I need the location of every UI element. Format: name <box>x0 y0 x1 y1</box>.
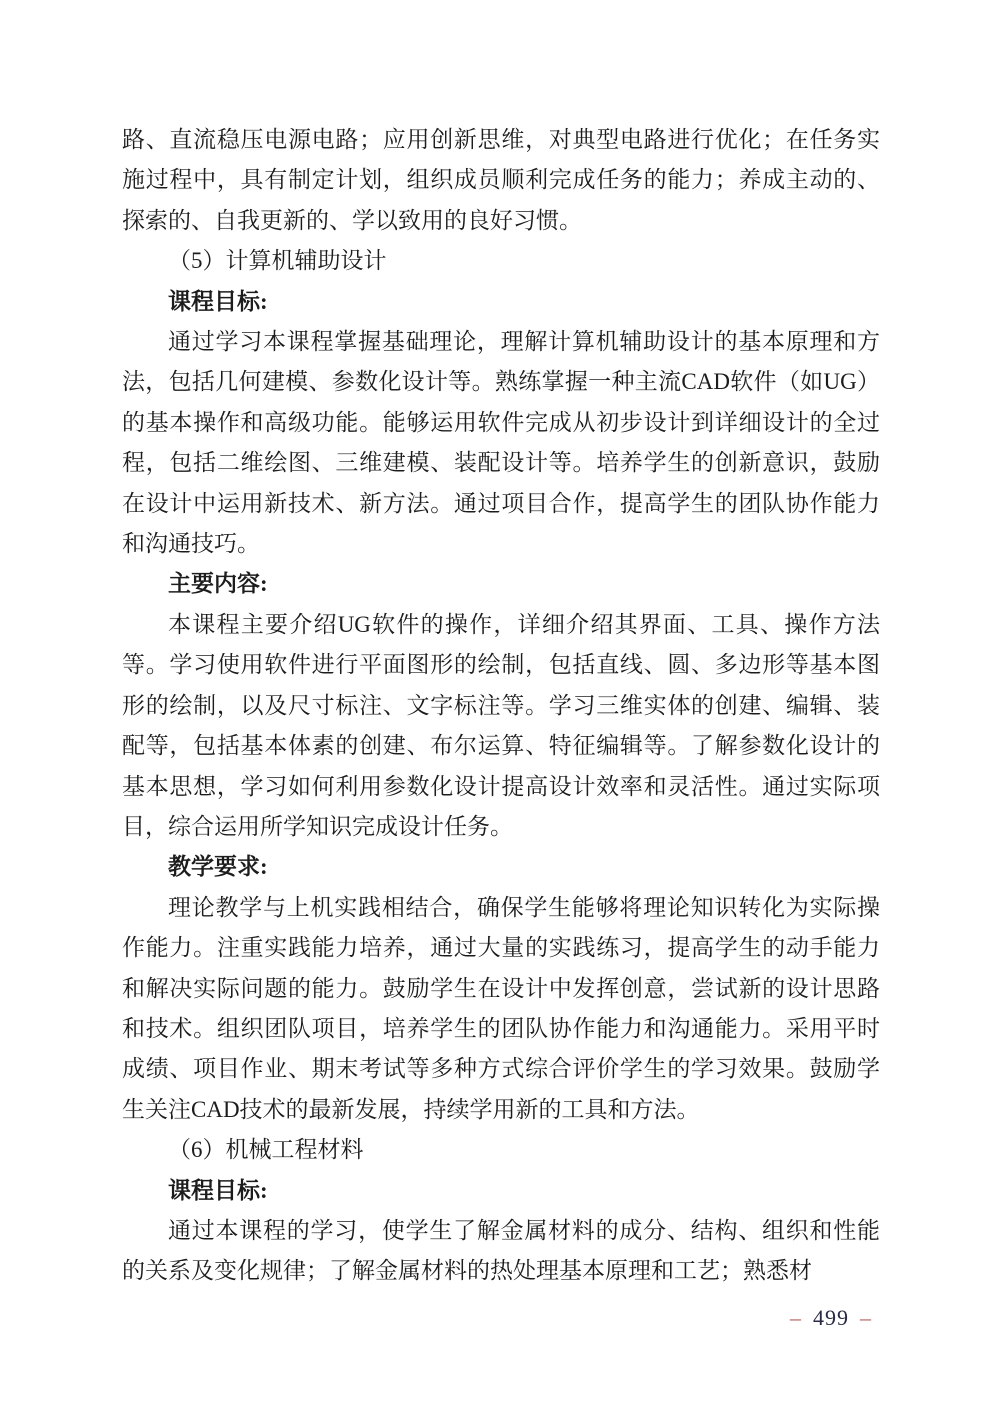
paragraph-teaching-requirements: 理论教学与上机实践相结合，确保学生能够将理论知识转化为实际操作能力。注重实践能力培养，通过大量的实践练习，提高学生的动手能力和解决实际问题的能力。鼓励学生在设计中发挥创意，尝试新的设计思路和技术。组织团队项目，培养学生的团队协作能力和沟通能力。采用平时成绩、项目作业、期末考试等多种方式综合评价学生的学习效果。鼓励学生关注CAD技术的最新发展，持续学用新的工具和方法。 <box>122 894 880 1122</box>
page-number <box>790 1303 872 1333</box>
page-number-value: 499 <box>813 1305 849 1330</box>
page-body <box>122 120 880 1292</box>
course-item-6: （6）机械工程材料 <box>168 1137 364 1163</box>
paragraph-course-objectives-2: 通过本课程的学习，使学生了解金属材料的成分、结构、组织和性能的关系及变化规律；了解金属材料的热处理基本原理和工艺；熟悉材 <box>122 1217 880 1284</box>
continued-paragraph: 路、直流稳压电源电路；应用创新思维，对典型电路进行优化；在任务实施过程中，具有制定计划，组织成员顺利完成任务的能力；养成主动的、探索的、自我更新的、学以致用的良好习惯。 <box>122 127 880 233</box>
page-number-dash-right: – <box>860 1305 872 1330</box>
page-number-dash-left: – <box>790 1305 802 1330</box>
course-item-5: （5）计算机辅助设计 <box>168 248 387 274</box>
section-heading-main-content: 主要内容: <box>168 571 268 597</box>
section-heading-course-objectives: 课程目标: <box>168 288 268 314</box>
section-heading-course-objectives-2: 课程目标: <box>168 1177 268 1203</box>
section-heading-teaching-requirements: 教学要求: <box>168 854 268 880</box>
paragraph-main-content: 本课程主要介绍UG软件的操作，详细介绍其界面、工具、操作方法等。学习使用软件进行平面图形的绘制，包括直线、圆、多边形等基本图形的绘制，以及尺寸标注、文字标注等。学习三维实体的创建、编辑、装配等，包括基本体素的创建、布尔运算、特征编辑等。了解参数化设计的基本思想，学习如何利用参数化设计提高设计效率和灵活性。通过实际项目，综合运用所学知识完成设计任务。 <box>122 611 880 839</box>
paragraph-course-objectives: 通过学习本课程掌握基础理论，理解计算机辅助设计的基本原理和方法，包括几何建模、参数化设计等。熟练掌握一种主流CAD软件（如UG）的基本操作和高级功能。能够运用软件完成从初步设计到详细设计的全过程，包括二维绘图、三维建模、装配设计等。培养学生的创新意识，鼓励在设计中运用新技术、新方法。通过项目合作，提高学生的团队协作能力和沟通技巧。 <box>122 329 880 557</box>
